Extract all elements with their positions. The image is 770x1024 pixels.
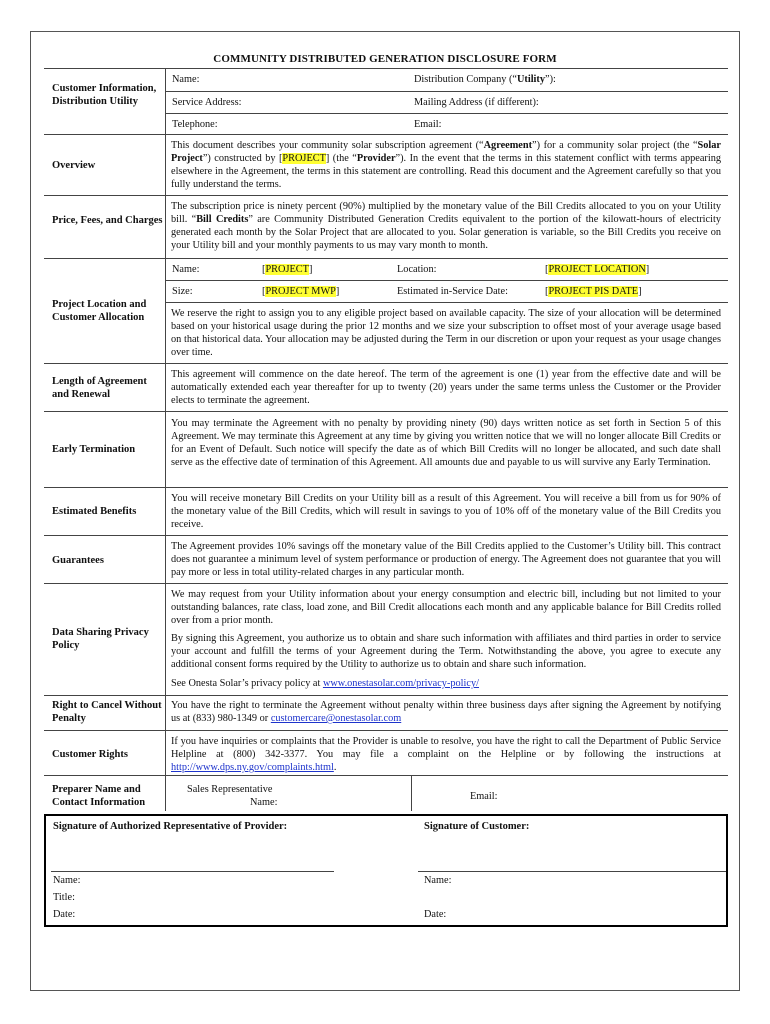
rule-row <box>44 695 728 696</box>
rule-row <box>44 134 728 135</box>
privacy-policy-line: See Onesta Solar’s privacy policy at www.onestasolar.com/privacy-policy/ <box>171 678 479 689</box>
label-right-to-cancel: Right to Cancel Without Penalty <box>52 700 162 724</box>
signature-box <box>44 814 728 927</box>
price-text: The subscription price is ninety percent (90%) multiplied by the monetary value of the Bill Credits allocated to you on your Utility bill. “Bill Credits” are Community Distributed Generation Credits equivalent to the portion of the kilowatt-hours of electricity generated each month by the Solar Project that are allocated to you. Solar generation is variable, so the Bill Credits you receive on your Utility bill and your monthly payments to us may vary month to month. <box>171 201 721 251</box>
rule-row <box>44 487 728 488</box>
rule-sub <box>165 302 728 303</box>
project-in-service-value: [PROJECT PIS DATE] <box>545 286 642 297</box>
form-title: COMMUNITY DISTRIBUTED GENERATION DISCLOSURE FORM <box>213 53 557 65</box>
rule-row <box>44 363 728 364</box>
customer-care-email-link[interactable]: customercare@onestasolar.com <box>270 713 402 724</box>
right-to-cancel-text: You have the right to terminate the Agreement without penalty within three business days after signing the Agreement by notifying us at (833) 980-1349 or customercare@onestasolar.com <box>171 700 721 724</box>
benefits-text: You will receive monetary Bill Credits on your Utility bill as a result of this Agreement. You will receive a bill from us for 90% of the monetary value of the Bill Credits, which will result in savings to you of 10% off of the monetary value of the Bill Credits you receive. <box>171 493 721 530</box>
project-location-value: [PROJECT LOCATION] <box>545 264 650 275</box>
label-overview: Overview <box>52 160 96 171</box>
label-guarantees: Guarantees <box>52 555 104 566</box>
telephone-field: Telephone: <box>172 119 218 130</box>
rule-row <box>44 195 728 196</box>
rule-row <box>44 775 728 776</box>
data-sharing-text-1: We may request from your Utility information about your energy consumption and electric bill, including but not limited to your outstanding balances, rate class, load zone, and Bill Credit allocations each month and any applicable balance for Bill Credits rolled over from a prior month. <box>171 589 721 626</box>
privacy-policy-link[interactable]: www.onestasolar.com/privacy-policy/ <box>322 678 479 689</box>
project-name-value: [PROJECT] <box>262 264 313 275</box>
label-preparer: Preparer Name and Contact Information <box>52 784 146 808</box>
form-page <box>30 31 740 991</box>
length-text: This agreement will commence on the date hereof. The term of the agreement is one (1) year from the effective date and will be automatically extended each year thereafter for up to twenty (20) years under the same terms unless the Customer or the Provider elects to terminate the agreement. <box>171 369 721 406</box>
label-customer-rights: Customer Rights <box>52 749 128 760</box>
customer-signature-line[interactable] <box>418 871 726 872</box>
preparer-divider <box>411 775 412 811</box>
rule-row <box>44 730 728 731</box>
mailing-address-field: Mailing Address (if different): <box>414 97 539 108</box>
label-data-sharing: Data Sharing Privacy Policy <box>52 627 149 651</box>
preparer-email-label: Email: <box>470 791 498 802</box>
distribution-company-field: Distribution Company (“Utility”): <box>414 74 556 85</box>
label-price: Price, Fees, and Charges <box>52 215 163 226</box>
project-name-label: Name: <box>172 264 200 275</box>
project-size-value: [PROJECT MWP] <box>262 286 340 297</box>
label-benefits: Estimated Benefits <box>52 506 137 517</box>
provider-signature-line[interactable] <box>51 871 334 872</box>
rule-sub <box>165 91 728 92</box>
label-customer-info: Customer Information, Distribution Utility <box>52 83 157 107</box>
email-field: Email: <box>414 119 442 130</box>
provider-signature-title: Signature of Authorized Representative of Provider: <box>53 821 288 832</box>
project-allocation-text: We reserve the right to assign you to any eligible project based on available capacity. The size of your allocation will be determined based on your historical usage during the prior 12 months and we size your subscription to offset most of your average usage based on that historical data. Your allocation may be adjusted during the Term in our discretion or upon your request as your usage changes over time. <box>171 308 721 358</box>
rule-sub <box>165 280 728 281</box>
data-sharing-text-2: By signing this Agreement, you authorize us to obtain and share such information with affiliates and third parties in order to service your account and fulfill the terms of your Agreement during the Term. Notwithstanding the above, you agree to execute any additional consent forms required by the Utility to authorize us to obtain and share such information. <box>171 633 721 670</box>
provider-name-field[interactable]: Name: <box>53 875 81 886</box>
project-size-label: Size: <box>172 286 193 297</box>
customer-name-field: Name: <box>172 74 200 85</box>
label-project: Project Location and Customer Allocation <box>52 299 147 323</box>
project-in-service-label: Estimated in-Service Date: <box>397 286 508 297</box>
label-early-termination: Early Termination <box>52 444 136 455</box>
sales-rep-label: Sales Representative <box>187 784 273 795</box>
project-location-label: Location: <box>397 264 437 275</box>
sales-rep-name-label: Name: <box>250 797 278 808</box>
customer-date-field[interactable]: Date: <box>424 909 447 920</box>
customer-name-sig-field[interactable]: Name: <box>424 875 452 886</box>
rule-row <box>44 411 728 412</box>
rule-top <box>44 68 728 69</box>
customer-signature-title: Signature of Customer: <box>424 821 530 832</box>
provider-date-field[interactable]: Date: <box>53 909 76 920</box>
service-address-field: Service Address: <box>172 97 242 108</box>
early-termination-text: You may terminate the Agreement with no penalty by providing ninety (90) days written notice as set forth in Section 5 of this Agreement. We may terminate this Agreement at any time by giving you written notice that we will no longer allocate Bill Credits or for an Event of Default. Such notice will specify the date as of which Bill Credits will no longer be allocated, and such date shall serve as the effective date of termination of this Agreement. All amounts due and payable to us will survive any Early Termination. <box>171 418 721 468</box>
guarantees-text: The Agreement provides 10% savings off the monetary value of the Bill Credits applied to the Customer’s Utility bill. This contract does not guarantee a minimum level of system performance or production of energy. The Agreement does not guarantee that you will pay more or less in total utility-related charges in any particular month. <box>171 541 721 578</box>
customer-rights-text: If you have inquiries or complaints that the Provider is unable to resolve, you have the right to call the Department of Public Service Helpline at (800) 342-3377. You may file a complaint on the Helpline or by following the instructions at http://www.dps.ny.gov/complaints.html. <box>171 736 721 773</box>
overview-text: This document describes your community solar subscription agreement (“Agreement”) for a community solar project (the “Solar Project”) constructed by [PROJECT] (the “Provider”). In the event that the terms in this statement conflict with terms appearing elsewhere in the Agreement, the terms in this statement are controlling. Read this document and the Agreement carefully so that you fully understand the terms. <box>171 140 722 190</box>
rule-row <box>44 258 728 259</box>
rule-sub <box>165 113 728 114</box>
complaints-link[interactable]: http://www.dps.ny.gov/complaints.html <box>171 762 334 773</box>
provider-title-field[interactable]: Title: <box>53 892 75 903</box>
label-length: Length of Agreement and Renewal <box>52 376 147 400</box>
rule-row <box>44 583 728 584</box>
column-divider <box>165 68 166 811</box>
rule-row <box>44 535 728 536</box>
